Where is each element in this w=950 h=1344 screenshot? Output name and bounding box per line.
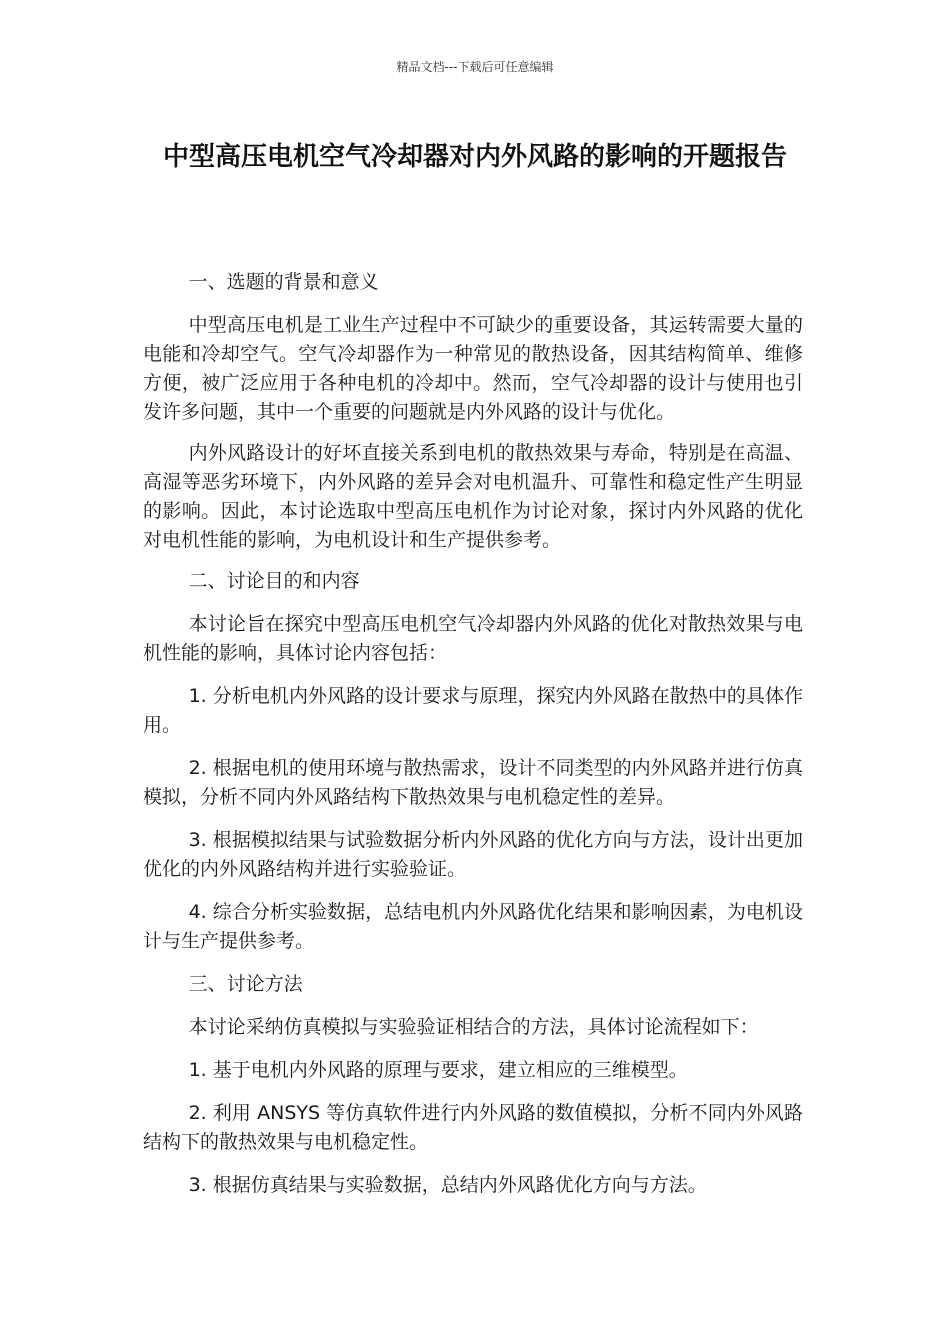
section-heading-2: 二、讨论目的和内容: [188, 570, 360, 592]
paragraph: 本讨论采纳仿真模拟与实验验证相结合的方法，具体讨论流程如下：: [188, 1016, 759, 1038]
paragraph: 内外风路设计的好坏直接关系到电机的散热效果与寿命，特别是在高温、高湿等恶劣环境下，内外风路的差异会对电机温升、可靠性和稳定性产生明显的影响。因此，本讨论选取中型高压电机作为讨论对象，探讨内外风路的优化对电机性能的影响，为电机设计和生产提供参考。: [143, 442, 803, 551]
list-item: 2. 根据电机的使用环境与散热需求，设计不同类型的内外风路并进行仿真模拟，分析不同内外风路结构下散热效果与电机稳定性的差异。: [143, 757, 803, 808]
section-heading-3: 三、讨论方法: [188, 973, 303, 995]
list-item: 4. 综合分析实验数据，总结电机内外风路优化结果和影响因素，为电机设计与生产提供参考。: [143, 901, 803, 952]
list-item: 2. 利用 ANSYS 等仿真软件进行内外风路的数值模拟，分析不同内外风路结构下的散热效果与电机稳定性。: [143, 1102, 803, 1153]
paragraph: 本讨论旨在探究中型高压电机空气冷却器内外风路的优化对散热效果与电机性能的影响，具体讨论内容包括：: [143, 613, 803, 664]
list-item: 3. 根据仿真结果与实验数据，总结内外风路优化方向与方法。: [188, 1174, 707, 1196]
section-heading-1: 一、选题的背景和意义: [188, 271, 379, 293]
document-body: [143, 268, 803, 1200]
list-item: 3. 根据模拟结果与试验数据分析内外风路的优化方向与方法，设计出更加优化的内外风路结构并进行实验验证。: [143, 829, 803, 880]
paragraph: 中型高压电机是工业生产过程中不可缺少的重要设备，其运转需要大量的电能和冷却空气。空气冷却器作为一种常见的散热设备，因其结构简单、维修方便，被广泛应用于各种电机的冷却中。然而，空气冷却器的设计与使用也引发许多问题，其中一个重要的问题就是内外风路的设计与优化。: [143, 314, 803, 423]
header-note: 精品文档---下载后可任意编辑: [396, 60, 554, 74]
page-title: 中型高压电机空气冷却器对内外风路的影响的开题报告: [162, 142, 787, 172]
list-item: 1. 分析电机内外风路的设计要求与原理，探究内外风路在散热中的具体作用。: [143, 685, 803, 736]
list-item: 1. 基于电机内外风路的原理与要求，建立相应的三维模型。: [188, 1059, 688, 1081]
